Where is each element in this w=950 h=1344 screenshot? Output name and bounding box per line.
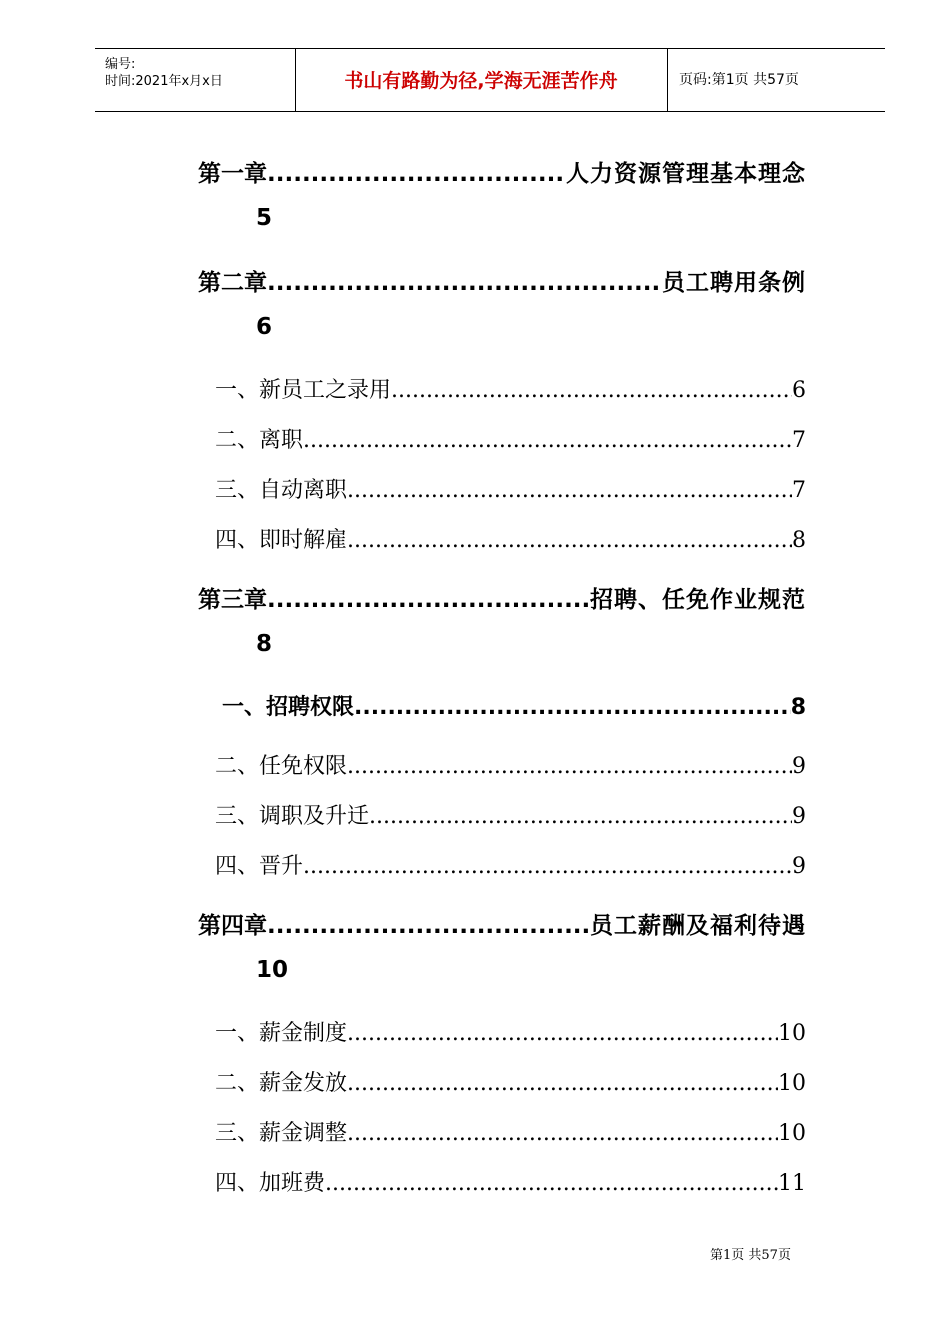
toc-section[interactable] — [215, 749, 806, 780]
section-title: 三、调职及升迁 — [215, 804, 370, 829]
section-page-number: 11 — [778, 1171, 806, 1196]
section-title: 一、薪金制度 — [215, 1021, 348, 1046]
page-header — [95, 48, 885, 112]
toc-section[interactable] — [215, 1016, 806, 1047]
chapter-label: 第四章 — [198, 913, 267, 939]
header-meta — [95, 49, 296, 111]
toc-section[interactable] — [215, 523, 806, 554]
leader-dots — [354, 695, 791, 720]
toc-section[interactable] — [215, 373, 806, 404]
leader-dots — [303, 428, 792, 453]
section-title: 四、加班费 — [215, 1171, 326, 1196]
toc-section[interactable] — [215, 423, 806, 454]
chapter-label: 第一章 — [198, 161, 267, 187]
section-title: 三、薪金调整 — [215, 1121, 348, 1146]
section-title: 四、晋升 — [215, 854, 304, 879]
section-title: 二、离职 — [215, 428, 304, 453]
chapter-label: 第二章 — [198, 270, 267, 296]
toc-section[interactable] — [215, 1066, 806, 1097]
toc-section[interactable] — [215, 1116, 806, 1147]
toc-chapter[interactable] — [198, 264, 806, 297]
leader-dots — [325, 1171, 778, 1196]
toc-chapter[interactable] — [198, 907, 806, 940]
toc-chapter[interactable] — [198, 581, 806, 614]
leader-dots — [347, 478, 792, 503]
leader-dots — [267, 587, 590, 613]
section-page-number: 9 — [792, 754, 806, 779]
section-page-number: 10 — [778, 1121, 806, 1146]
toc-section[interactable] — [215, 849, 806, 880]
section-title: 一、新员工之录用 — [215, 378, 392, 403]
section-page-number: 9 — [792, 854, 806, 879]
leader-dots — [347, 754, 792, 779]
chapter-title: 招聘、任免作业规范 — [590, 587, 806, 613]
section-page-number: 10 — [778, 1071, 806, 1096]
chapter-label: 第三章 — [198, 587, 267, 613]
toc-section[interactable] — [215, 799, 806, 830]
toc-section[interactable] — [222, 690, 806, 721]
leader-dots — [347, 528, 792, 553]
leader-dots — [267, 913, 590, 939]
section-page-number: 10 — [778, 1021, 806, 1046]
header-motto: 书山有路勤为径,学海无涯苦作舟 — [295, 49, 668, 111]
section-page-number: 7 — [792, 428, 806, 453]
chapter-title: 员工薪酬及福利待遇 — [590, 913, 806, 939]
chapter-page-number: 5 — [256, 205, 273, 231]
leader-dots — [347, 1121, 778, 1146]
section-page-number: 7 — [792, 478, 806, 503]
section-page-number: 6 — [792, 378, 806, 403]
section-title: 三、自动离职 — [215, 478, 348, 503]
toc-chapter[interactable] — [198, 155, 806, 188]
section-title: 二、薪金发放 — [215, 1071, 348, 1096]
chapter-page-number: 10 — [256, 957, 289, 983]
header-page-label: 页码:第1页 共57页 — [679, 72, 799, 88]
page-footer: 第1页 共57页 — [710, 1248, 791, 1263]
chapter-title: 人力资源管理基本理念 — [566, 161, 806, 187]
section-page-number: 9 — [792, 804, 806, 829]
section-title: 四、即时解雇 — [215, 528, 348, 553]
toc-section[interactable] — [215, 473, 806, 504]
leader-dots — [369, 804, 792, 829]
number-label: 编号: — [105, 57, 136, 72]
leader-dots — [347, 1021, 778, 1046]
leader-dots — [267, 161, 566, 187]
time-label: 时间:2021年x月x日 — [105, 74, 223, 89]
leader-dots — [391, 378, 792, 403]
chapter-title: 员工聘用条例 — [662, 270, 806, 296]
leader-dots — [303, 854, 792, 879]
leader-dots — [267, 270, 662, 296]
chapter-page-number: 8 — [256, 631, 273, 657]
section-page-number: 8 — [790, 695, 806, 720]
chapter-page-number: 6 — [256, 314, 273, 340]
section-page-number: 8 — [792, 528, 806, 553]
leader-dots — [347, 1071, 778, 1096]
section-title: 一、招聘权限 — [222, 695, 355, 720]
toc-section[interactable] — [215, 1166, 806, 1197]
section-title: 二、任免权限 — [215, 754, 348, 779]
